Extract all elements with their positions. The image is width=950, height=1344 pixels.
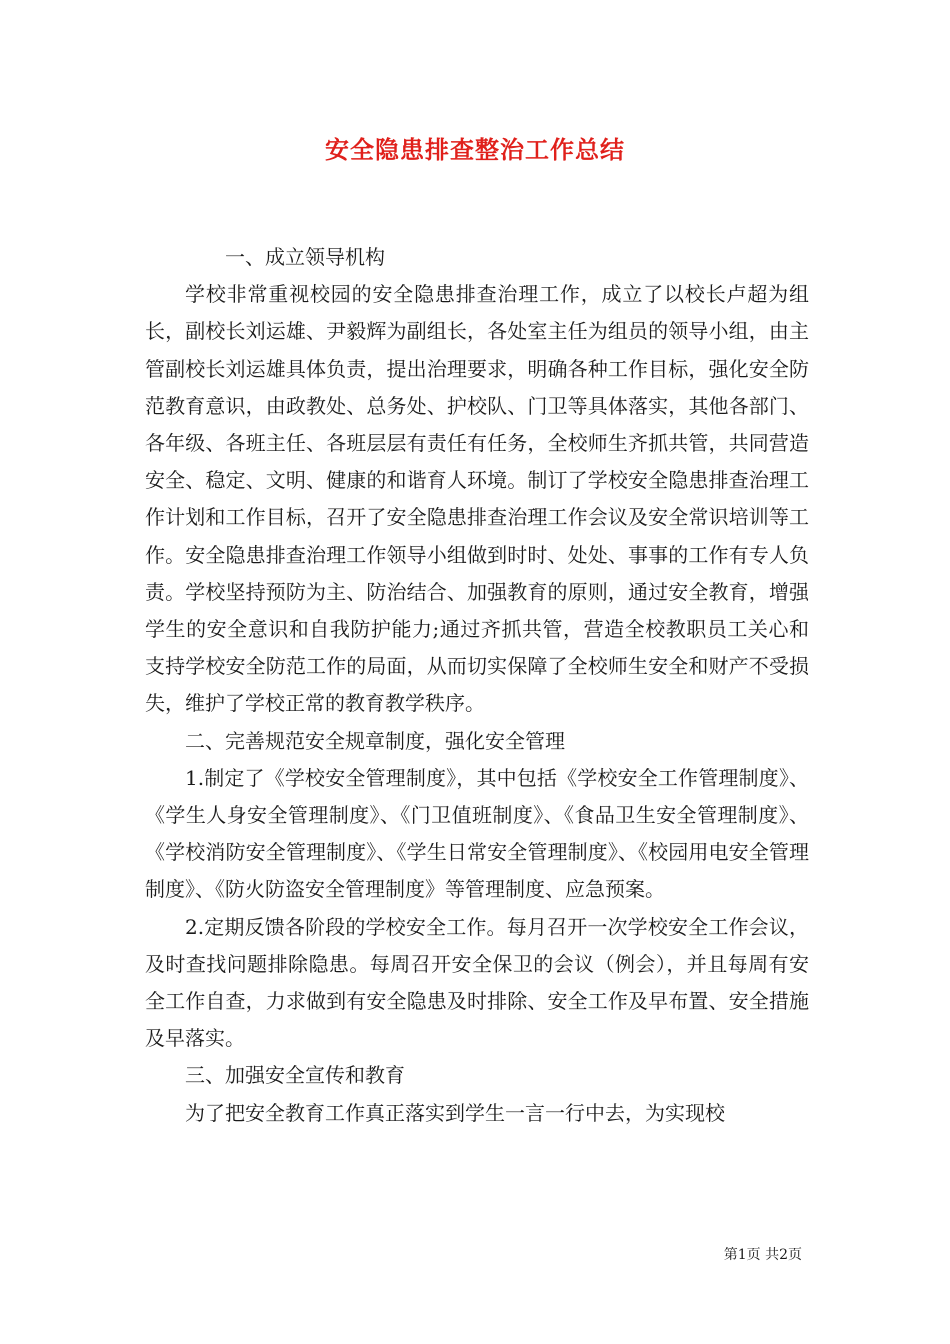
section-heading: 三、加强安全宣传和教育	[185, 1063, 405, 1088]
section-heading: 二、完善规范安全规章制度，强化安全管理	[185, 728, 565, 753]
page-number-footer: 第1页 共2页	[723, 1247, 802, 1263]
paragraph: 为了把安全教育工作真正落实到学生一言一行中去，为实现校	[185, 1100, 725, 1125]
document-body	[145, 239, 809, 1132]
paragraph: 1.制定了《学校安全管理制度》，其中包括《学校安全工作管理制度》、《学生人身安全管理制度》、《门卫值班制度》、《食品卫生安全管理制度》、《学校消防安全管理制度》、《学生日常安全管理制度》、《校园用电安全管理制度》、《防火防盗安全管理制度》等管理制度、应急预案。	[145, 765, 809, 902]
section-heading: 一、成立领导机构	[225, 245, 385, 269]
paragraph: 2.定期反馈各阶段的学校安全工作。每月召开一次学校安全工作会议，及时查找问题排除隐患。每周召开安全保卫的会议（例会），并且每周有安全工作自查，力求做到有安全隐患及时排除、安全工作及早布置、安全措施及早落实。	[145, 914, 809, 1051]
document-title: 安全隐患排查整治工作总结	[325, 135, 625, 164]
paragraph: 学校非常重视校园的安全隐患排查治理工作，成立了以校长卢超为组长，副校长刘运雄、尹毅辉为副组长，各处室主任为组员的领导小组，由主管副校长刘运雄具体负责，提出治理要求，明确各种工作目标，强化安全防范教育意识，由政教处、总务处、护校队、门卫等具体落实，其他各部门、各年级、各班主任、各班层层有责任有任务，全校师生齐抓共管，共同营造安全、稳定、文明、健康的和谐育人环境。制订了学校安全隐患排查治理工作计划和工作目标，召开了安全隐患排查治理工作会议及安全常识培训等工作。安全隐患排查治理工作领导小组做到时时、处处、事事的工作有专人负责。学校坚持预防为主、防治结合、加强教育的原则，通过安全教育，增强学生的安全意识和自我防护能力;通过齐抓共管，营造全校教职员工关心和支持学校安全防范工作的局面，从而切实保障了全校师生安全和财产不受损失，维护了学校正常的教育教学秩序。	[145, 282, 809, 716]
